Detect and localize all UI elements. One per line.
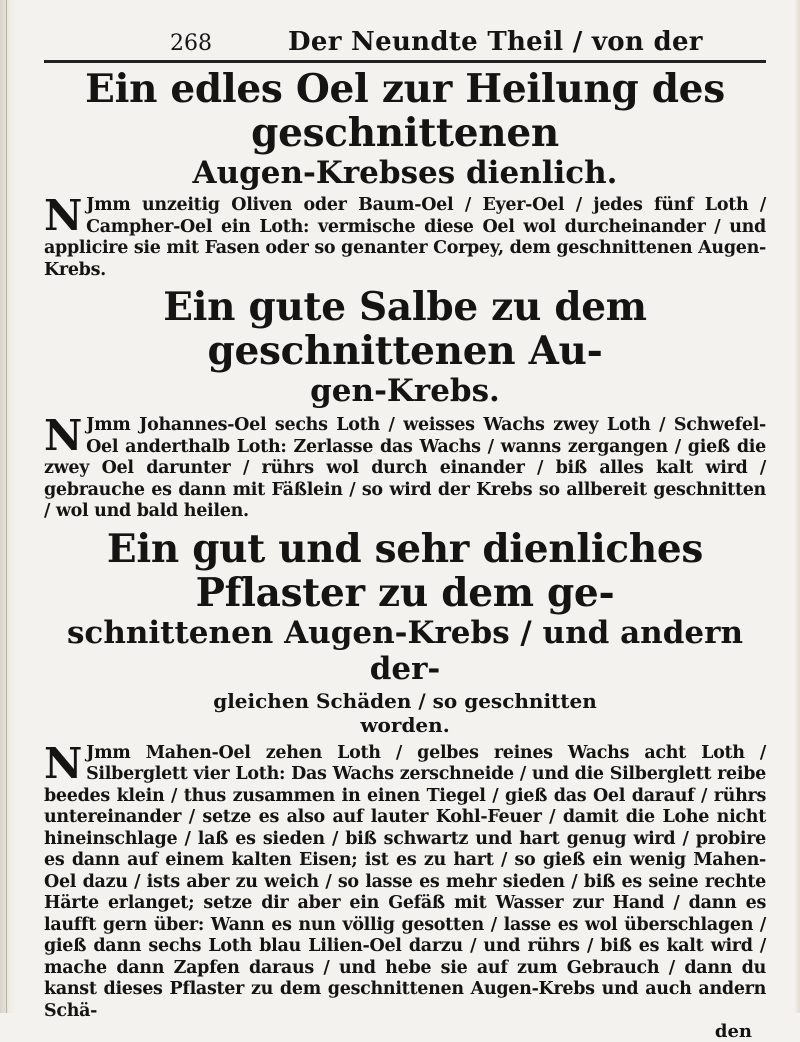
section-3-subtitle-line-2: gleichen Schäden / so geschnitten (213, 688, 597, 713)
section-1-body: NJmm unzeitig Oliven oder Baum-Oel / Eyer-Oel / jedes fünf Loth / Campher-Oel ein Loth: vermische diese Oel wol durcheinander / und applicire sie mit Fasen oder so genanter Corpey, dem geschnittenen Augen-Krebs. (44, 191, 766, 280)
section-2-title: Ein gute Salbe zu dem geschnittenen Au- (163, 284, 647, 374)
page-right-edge (794, 0, 800, 1013)
catchword: den (714, 1021, 752, 1042)
page-number: 268 (170, 31, 212, 56)
section-2-body: NJmm Johannes-Oel sechs Loth / weisses Wachs zwey Loth / Schwefel-Oel anderthalb Loth: Zerlasse das Wachs / wanns zergangen / gieß die zwey Oel darunter / rührs wol durch einander / biß alles kalt wird / gebrauche es dann mit Fäßlein / so wird der Krebs so allbereit geschnitten / wol und bald heilen. (44, 411, 766, 521)
page-binding-edge (0, 0, 16, 1013)
section-1-title: Ein edles Oel zur Heilung des geschnittenen (85, 66, 725, 156)
running-title: Der Neundte Theil / von der (288, 27, 703, 57)
section-1-subtitle: Augen-Krebses dienlich. (192, 155, 618, 191)
section-3-subtitle: schnittenen Augen-Krebs / und andern der- (66, 614, 743, 687)
section-2-subtitle: gen-Krebs. (310, 373, 500, 409)
running-head (44, 20, 766, 63)
section-3-body: NJmm Mahen-Oel zehen Loth / gelbes reines Wachs acht Loth / Silberglett vier Loth: Das Wachs zerschneide / und die Silberglett reibe beedes klein / thus zusammen in einen Tiegel / gieß das Oel darauf / rührs untereinander / setze es also auf lauter Kohl-Feuer / damit die Lohe nicht hineinschlage / laß es sieden / biß schwartz und hart genug wird / probire es dann auf einem kalten Eisen; ist es zu hart / so gieß ein wenig Mahen-Oel dazu / ists aber zu weich / so lasse es mehr sieden / biß es seine rechte Härte erlanget; setze dir aber ein Gefäß mit Wasser zur Hand / dann es laufft gern über: Wann es nun völlig gesotten / lasse es wol überschlagen / gieß dann sechs Loth blau Lilien-Oel darzu / und rührs / biß es kalt wird / mache dann Zapfen daraus / und hebe sie auf zum Gebrauch / dann du kanst dieses Pflaster zu dem geschnittenen Augen-Krebs und auch andern Schä- (44, 738, 766, 1021)
section-3-title: Ein gut und sehr dienliches Pflaster zu dem ge- (106, 525, 704, 616)
book-page (44, 20, 766, 1042)
section-3-subtitle-line-3: worden. (360, 712, 450, 737)
